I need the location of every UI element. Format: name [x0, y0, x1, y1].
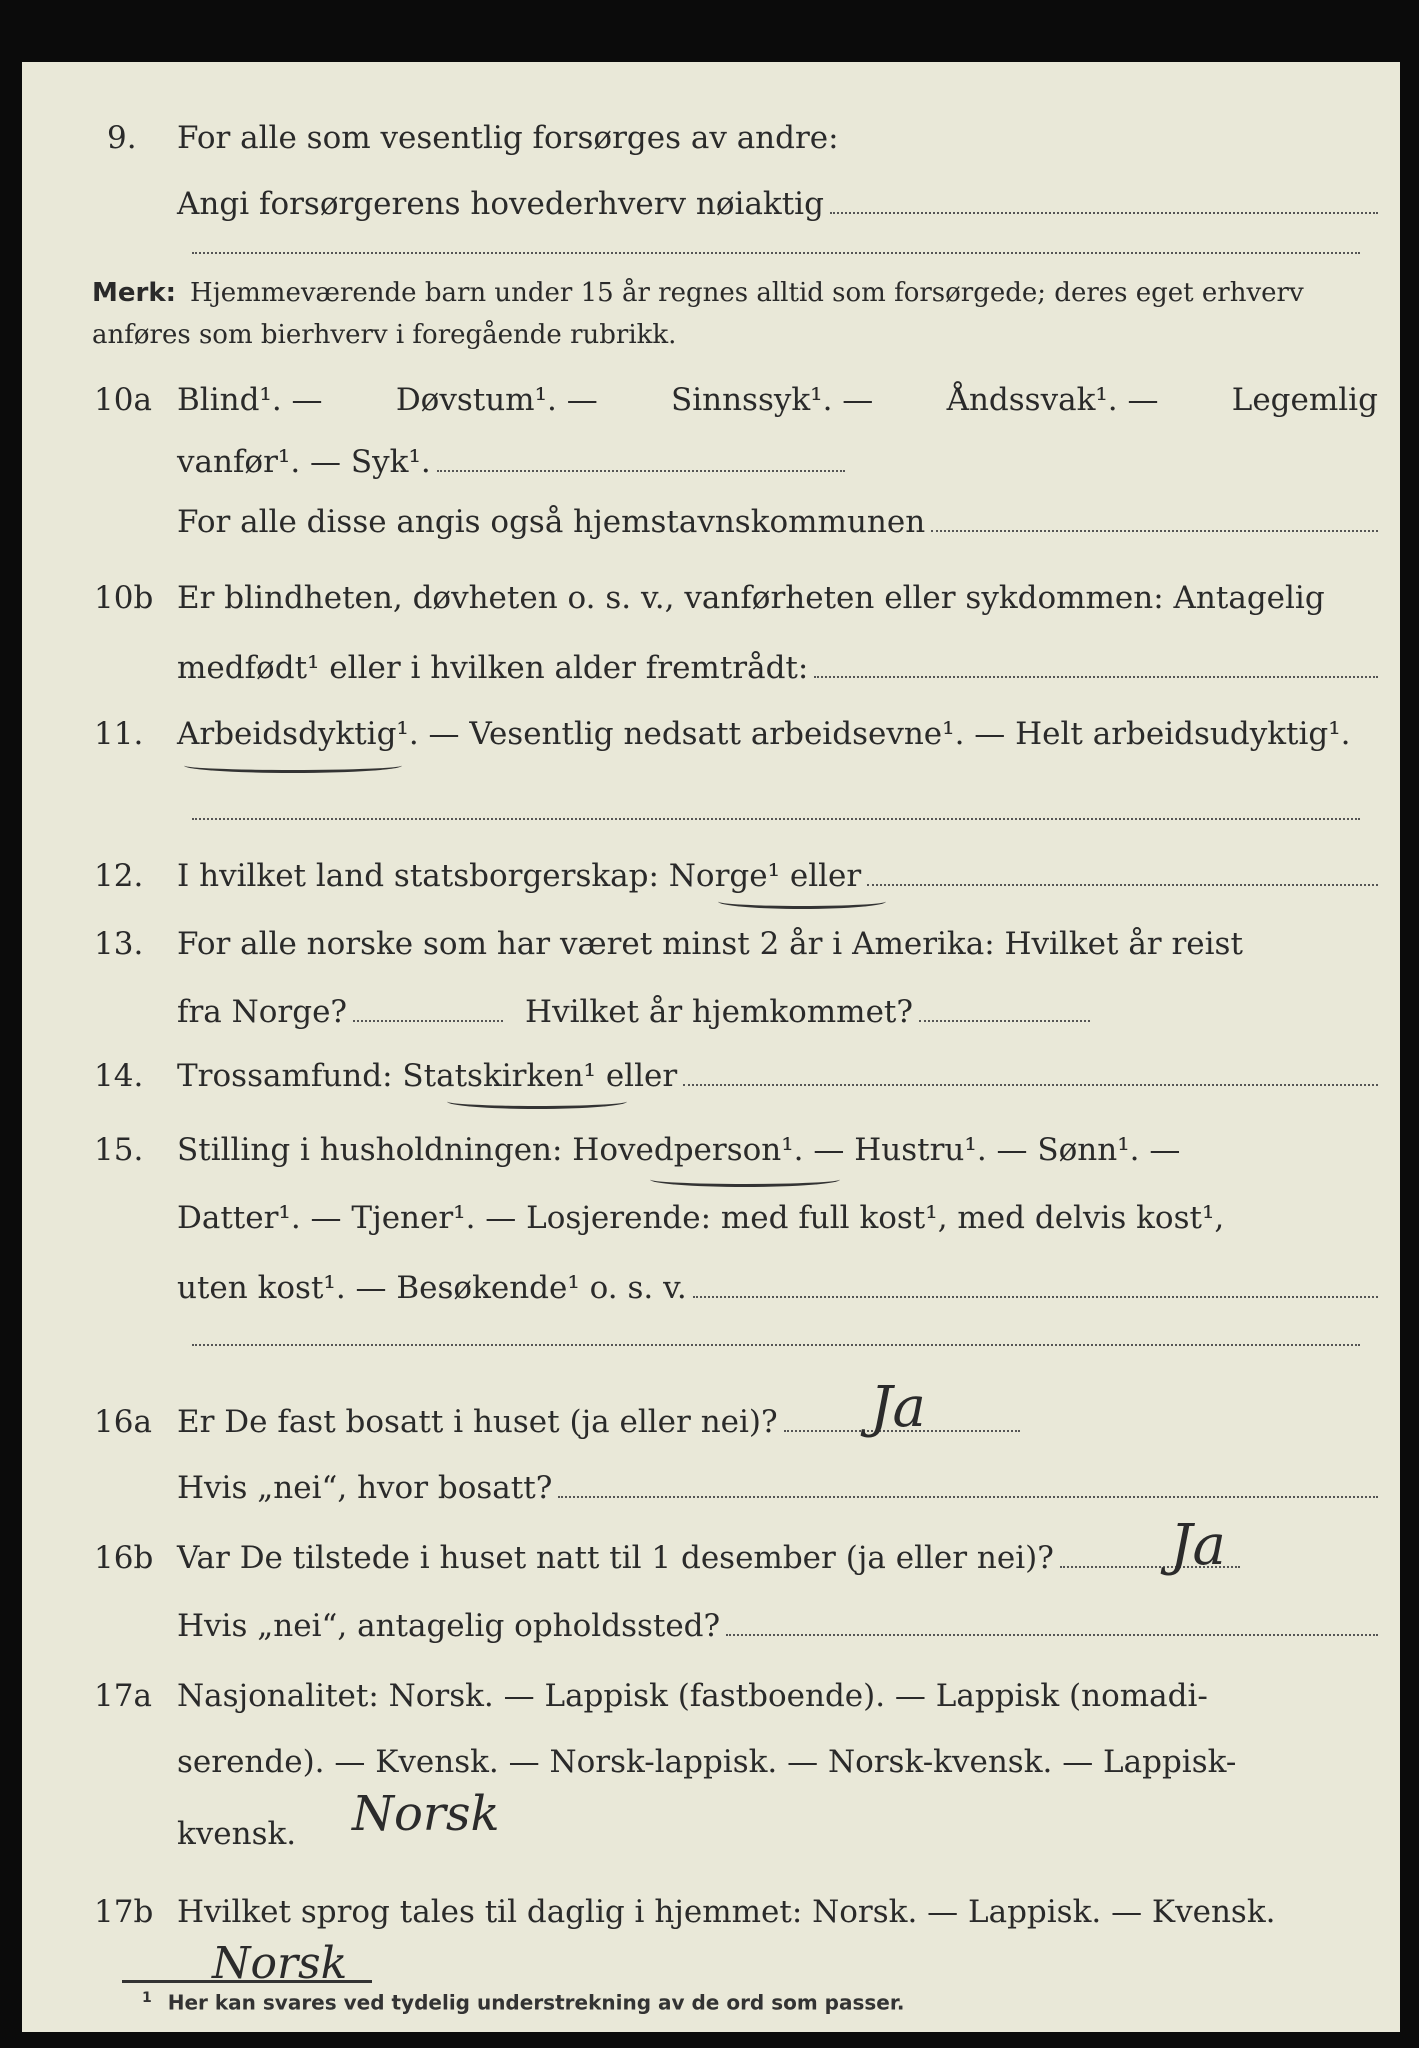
q10a-vanfor-text: vanfør¹. — Syk¹. — [177, 444, 431, 480]
q13-text: For alle norske som har været minst 2 år i Amerika: Hvilket år reist — [177, 926, 1243, 962]
q10a-line2 — [22, 438, 1400, 486]
q11-underline-mark — [184, 758, 402, 773]
q12-underline-mark — [718, 894, 886, 909]
q10a-option-dovstum: Døvstum¹. — — [395, 382, 598, 418]
q13-number: 13. — [94, 926, 144, 962]
q16b-opholdssted-label: Hvis „nei“, antagelig opholdssted? — [177, 1608, 721, 1644]
q10a-option-legemlig: Legemlig — [1231, 382, 1378, 418]
q15-text: Stilling i husholdningen: Hovedperson¹. — Hustru¹. — Sønn¹. — — [177, 1132, 1181, 1168]
q10a-number: 10a — [94, 382, 152, 418]
q10a-hjemstavn-label: For alle disse angis også hjemstavnskommunen — [177, 504, 926, 540]
q17a-line2 — [22, 1738, 1400, 1786]
q15-answer-field[interactable] — [693, 1272, 1378, 1298]
q13-hjemkommet-label: Hvilket år hjemkommet? — [525, 994, 914, 1030]
q10b-text: Er blindheten, døvheten o. s. v., vanførheten eller sykdommen: Antagelig — [177, 580, 1325, 616]
census-form-page — [22, 62, 1400, 2032]
q10a-line3 — [22, 498, 1400, 546]
q11-number: 11. — [94, 716, 144, 752]
q15-line3 — [22, 1264, 1400, 1312]
merk-note — [92, 272, 1382, 356]
q9-line2 — [22, 180, 1400, 228]
q16b-opholdssted-field[interactable] — [726, 1610, 1378, 1636]
q15-text-line3: uten kost¹. — Besøkende¹ o. s. v. — [177, 1270, 687, 1306]
footnote-text: Her kan svares ved tydelig understrekning av de ord som passer. — [167, 1990, 905, 2015]
q17a-line3 — [22, 1810, 1400, 1858]
q10a-option-blind: Blind¹. — — [177, 382, 323, 418]
q10a-line1 — [22, 376, 1400, 424]
q10b-line1 — [22, 574, 1400, 622]
q17a-text-line3: kvensk. — [177, 1816, 297, 1852]
q13-hjemkommet-field[interactable] — [919, 996, 1090, 1022]
q14-answer-field[interactable] — [683, 1060, 1378, 1086]
q10a-hjemstavn-field[interactable] — [931, 506, 1378, 532]
q14-line1 — [22, 1052, 1400, 1100]
q15-line1 — [22, 1126, 1400, 1174]
q17b-text: Hvilket sprog tales til daglig i hjemmet: Norsk. — Lappisk. — Kvensk. — [177, 1894, 1276, 1930]
q10a-option-sinnssyk: Sinnssyk¹. — — [670, 382, 874, 418]
q16b-text: Var De tilstede i huset natt til 1 desember (ja eller nei)? — [177, 1540, 1054, 1576]
q9-provider-label: Angi forsørgerens hovederhverv nøiaktig — [177, 186, 824, 222]
q16a-text: Er De fast bosatt i huset (ja eller nei)? — [177, 1404, 778, 1440]
q17b-line1 — [22, 1888, 1400, 1936]
q11-text: Arbeidsdyktig¹. — Vesentlig nedsatt arbeidsevne¹. — Helt arbeidsudyktig¹. — [177, 716, 1351, 752]
q15-text-line2: Datter¹. — Tjener¹. — Losjerende: med full kost¹, med delvis kost¹, — [177, 1200, 1225, 1236]
q14-number: 14. — [94, 1058, 144, 1094]
q17b-handwritten-answer: Norsk — [212, 1938, 348, 1989]
q12-line1 — [22, 852, 1400, 900]
q10b-medfodt-label: medfødt¹ eller i hvilken alder fremtrådt: — [177, 650, 809, 686]
q17a-handwritten-answer: Norsk — [352, 1786, 500, 1842]
q10b-line2 — [22, 644, 1400, 692]
q16a-bosatt-field[interactable] — [558, 1472, 1378, 1498]
q16a-line1 — [22, 1398, 1400, 1446]
q17a-text: Nasjonalitet: Norsk. — Lappisk (fastboende). — Lappisk (nomadi- — [177, 1678, 1208, 1714]
q11-line1 — [22, 710, 1400, 758]
q15-underline-mark — [650, 1172, 840, 1187]
q9-number: 9. — [107, 120, 137, 156]
q16a-number: 16a — [94, 1404, 152, 1440]
q9-line1 — [22, 114, 1400, 162]
q9-rule — [192, 252, 1360, 254]
q14-text: Trossamfund: Statskirken¹ eller — [177, 1058, 678, 1094]
q9-text: For alle som vesentlig forsørges av andre: — [177, 120, 839, 156]
q10a-option-andssvak: Åndssvak¹. — — [946, 382, 1159, 418]
q12-text: I hvilket land statsborgerskap: Norge¹ eller — [177, 858, 862, 894]
q10a-answer-field[interactable] — [437, 446, 845, 472]
q16b-line2 — [22, 1602, 1400, 1650]
q13-reist-field[interactable] — [353, 996, 503, 1022]
q16b-number: 16b — [94, 1540, 154, 1576]
q10a-options — [177, 376, 1378, 424]
footnote — [142, 1990, 904, 2015]
merk-label: Merk: — [92, 278, 177, 308]
q17a-number: 17a — [94, 1678, 152, 1714]
q16a-bosatt-label: Hvis „nei“, hvor bosatt? — [177, 1470, 553, 1506]
merk-text: Hjemmeværende barn under 15 år regnes alltid som forsørgede; deres eget erhverv anføres som bierhverv i foregående rubrikk. — [92, 278, 1304, 350]
q14-underline-mark — [447, 1094, 627, 1109]
q12-answer-field[interactable] — [867, 860, 1378, 886]
q15-rule — [192, 1344, 1360, 1346]
q10b-number: 10b — [94, 580, 154, 616]
q17b-answer-line — [122, 1980, 372, 1983]
q15-line2 — [22, 1194, 1400, 1242]
q17a-text-line2: serende). — Kvensk. — Norsk-lappisk. — Norsk-kvensk. — Lappisk- — [177, 1744, 1237, 1780]
q17a-line1 — [22, 1672, 1400, 1720]
q16b-handwritten-answer: Ja — [1170, 1513, 1226, 1578]
q16a-line2 — [22, 1464, 1400, 1512]
q15-number: 15. — [94, 1132, 144, 1168]
q13-line2 — [22, 988, 1400, 1036]
q9-answer-field[interactable] — [830, 188, 1378, 214]
q17b-number: 17b — [94, 1894, 154, 1930]
q13-line1 — [22, 920, 1400, 968]
q12-number: 12. — [94, 858, 144, 894]
q11-rule — [192, 818, 1360, 820]
q13-reist-label: fra Norge? — [177, 994, 348, 1030]
q16a-handwritten-answer: Ja — [870, 1375, 926, 1440]
q10b-answer-field[interactable] — [814, 652, 1378, 678]
footnote-mark: 1 — [142, 1990, 152, 2006]
